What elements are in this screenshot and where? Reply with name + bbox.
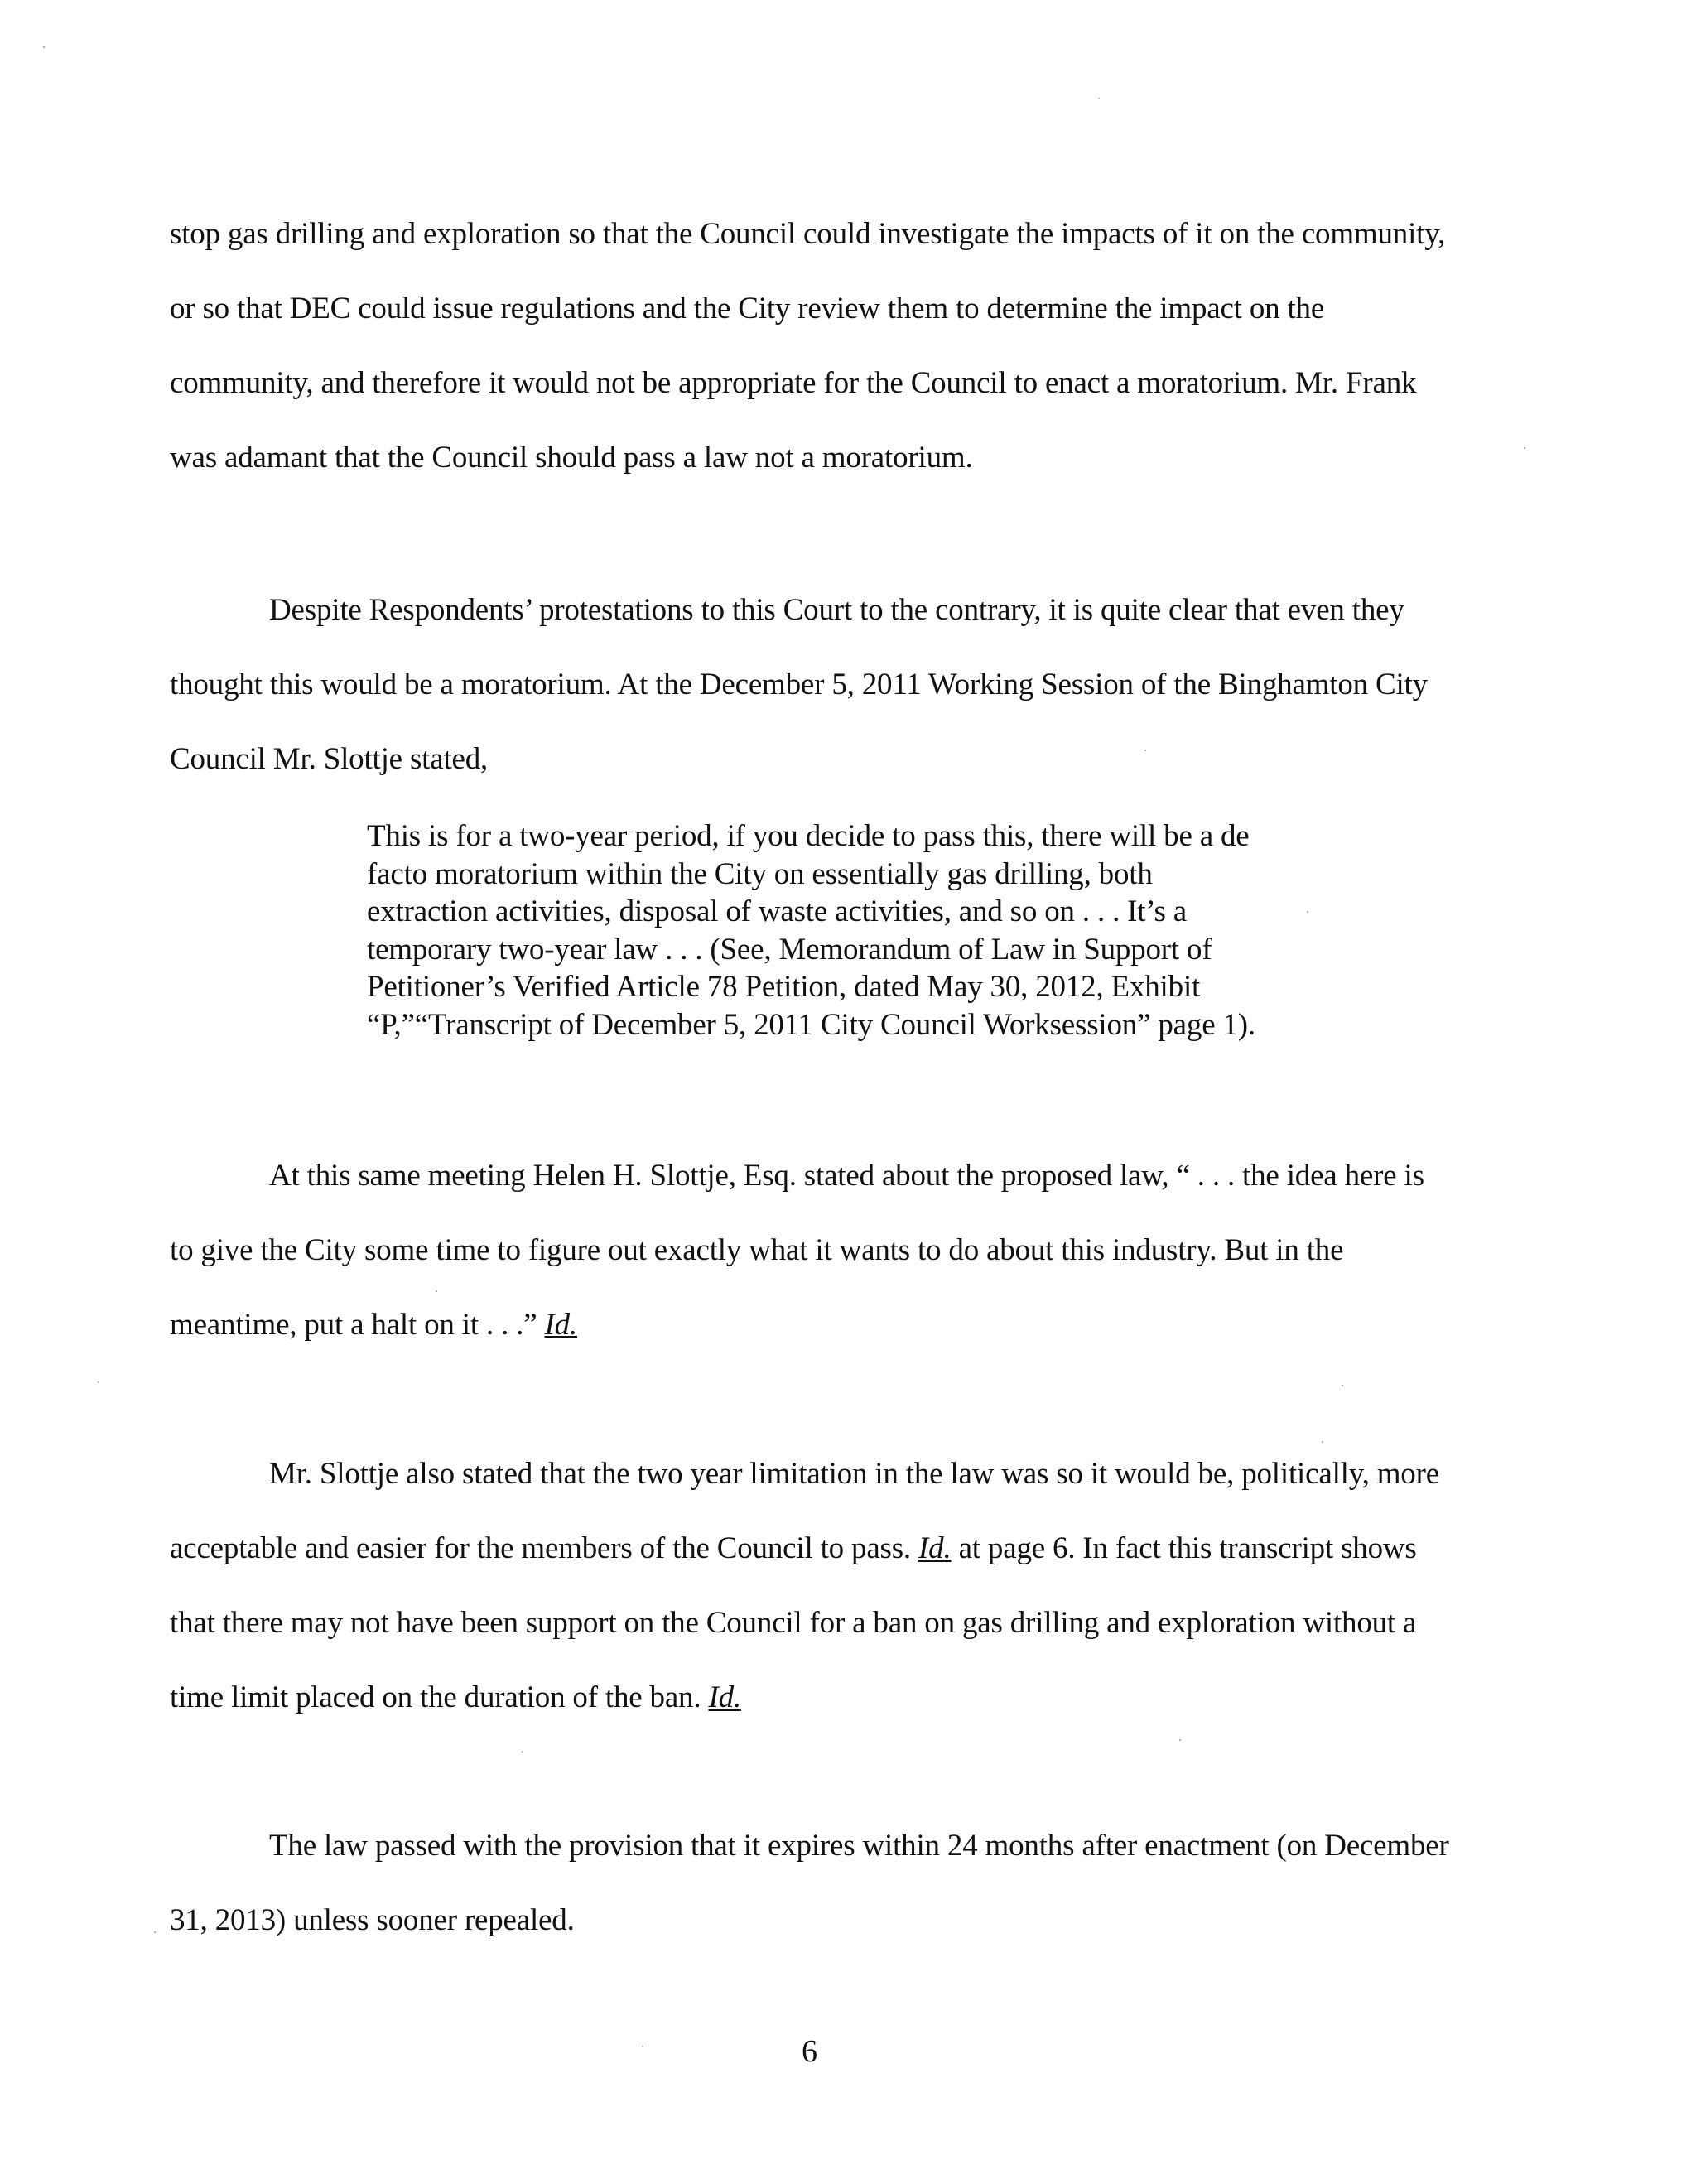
paragraph-helen-slottje xyxy=(170,1139,1449,1362)
block-quote-slottje: This is for a two-year period, if you decide to pass this, there will be a de facto moratorium within the City on essentially gas drilling, both extraction activities, disposal of waste activities, and so on . . . It’s a temporary two-year law . . . (See, Memorandum of Law in Support of Petitioner’s Verified Article 78 Petition, dated May 30, 2012, Exhibit “P,”“Transcript of December 5, 2011 City Council Worksession” page 1). xyxy=(367,819,1255,1042)
paragraph-two-year-limitation xyxy=(170,1437,1449,1735)
paragraph-law-passed: The law passed with the provision that it expires within 24 months after enactment (on December 31, 2013) unless sooner repealed. xyxy=(170,1829,1449,1937)
scan-speck xyxy=(1322,1441,1323,1443)
scan-speck xyxy=(522,1751,523,1753)
scan-speck xyxy=(43,46,45,48)
citation-id: Id. xyxy=(918,1531,952,1565)
scan-speck xyxy=(1342,1385,1343,1386)
scan-speck xyxy=(1307,911,1308,913)
scan-speck xyxy=(1524,447,1525,449)
page-number: 6 xyxy=(802,2034,817,2069)
citation-id: Id. xyxy=(708,1680,741,1714)
paragraph-continuation: stop gas drilling and exploration so that the Council could investigate the impacts of it on the community, or so that DEC could issue regulations and the City review them to determine the impact on the community, and therefore it would not be appropriate for the Council to enact a moratorium. Mr. Frank was adamant that the Council should pass a law not a moratorium. xyxy=(170,217,1446,475)
scan-speck xyxy=(1179,1739,1181,1741)
scan-speck xyxy=(98,1381,99,1383)
citation-id: Id. xyxy=(544,1308,577,1342)
scan-speck xyxy=(642,2046,643,2047)
scan-speck xyxy=(436,1290,437,1292)
paragraph-text: Mr. Slottje also stated that the two year limitation in the law was so it would be, politically, more acceptable and easier for the members of the Council to pass. xyxy=(170,1457,1439,1565)
scan-speck xyxy=(154,1931,156,1933)
paragraph-text: At this same meeting Helen H. Slottje, Esq. stated about the proposed law, “ . . . the idea here is to give the City some time to figure out exactly what it wants to do about this industry. But in the meantime, put a halt on it . . .” xyxy=(170,1159,1424,1342)
scan-speck xyxy=(1098,98,1100,99)
paragraph-respondents-moratorium: Despite Respondents’ protestations to this Court to the contrary, it is quite clear that even they thought this would be a moratorium. At the December 5, 2011 Working Session of the Binghamton City Council Mr. Slottje stated, xyxy=(170,593,1428,776)
scan-speck xyxy=(1144,750,1146,751)
paragraph-text: at page 6. In fact this transcript shows that there may not have been support on the Council for a ban on gas drilling and exploration without a time limit placed on the duration of the ban. xyxy=(170,1531,1417,1714)
